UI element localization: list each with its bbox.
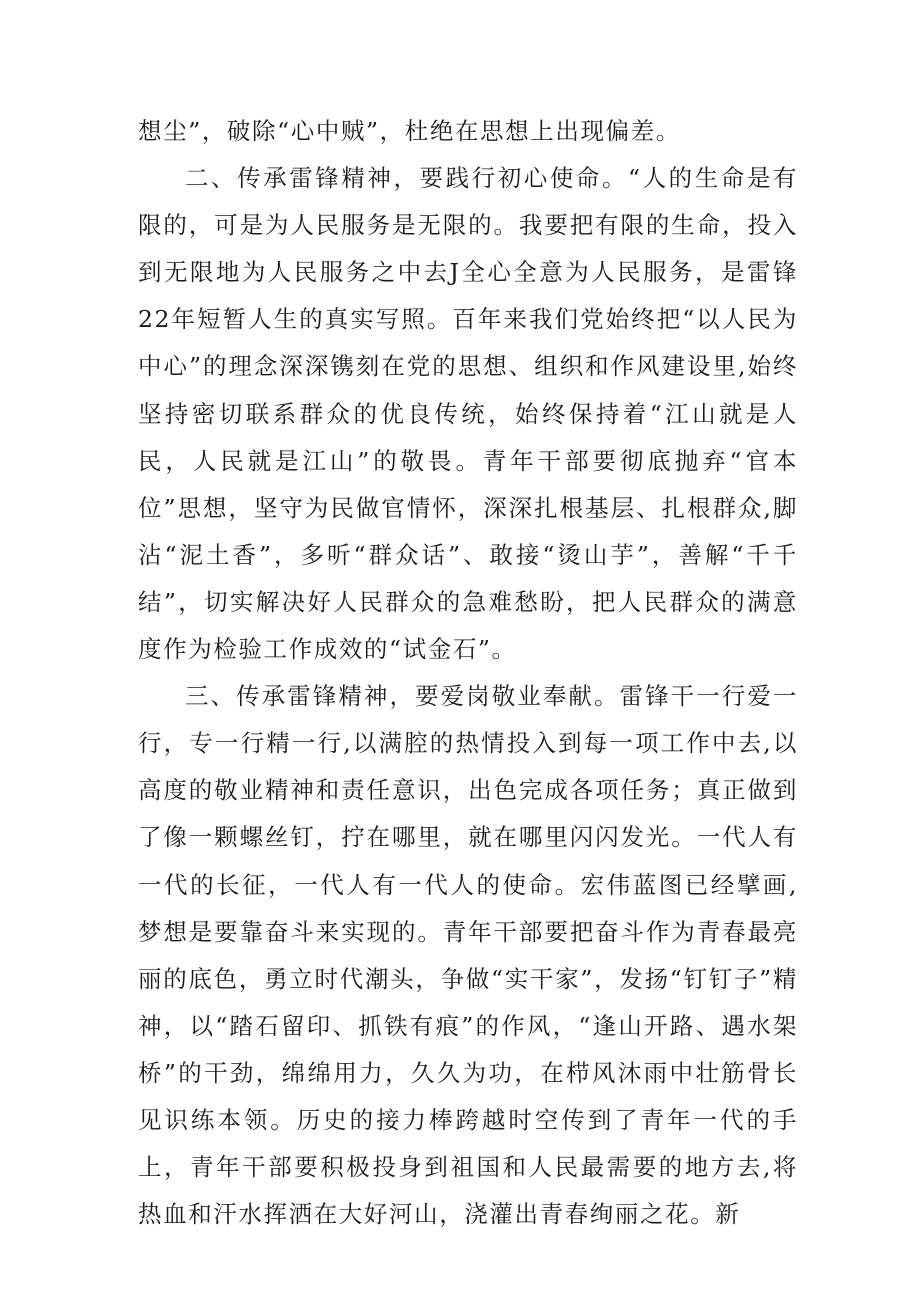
paragraph-section-three: 三、传承雷锋精神，要爱岗敬业奉献。雷锋干一行爱一行，专一行精一行,以满腔的热情投入到每一项工作中去,以高度的敬业精神和责任意识，出色完成各项任务；真正做到了像一颗螺丝钉，拧在哪里，就在哪里闪闪发光。一代人有一代的长征，一代人有一代人的使命。宏伟蓝图已经擘画,梦想是要靠奋斗来实现的。青年干部要把奋斗作为青春最亮丽的底色，勇立时代潮头，争做“实干家”，发扬“钉钉子”精神，以“踏石留印、抓铁有痕”的作风，“逢山开路、遇水架桥”的干劲，绵绵用力，久久为功，在栉风沐雨中壮筋骨长见识练本领。历史的接力棒跨越时空传到了青年一代的手上，青年干部要积极投身到祖国和人民最需要的地方去,将热血和汗水挥洒在大好河山，浇灌出青春绚丽之花。新 — [138, 682, 798, 1229]
document-body — [138, 108, 798, 1238]
paragraph-section-two: 二、传承雷锋精神，要践行初心使命。“人的生命是有限的，可是为人民服务是无限的。我要把有限的生命，投入到无限地为人民服务之中去J全心全意为人民服务，是雷锋22年短暂人生的真实写照。百年来我们党始终把“以人民为中心”的理念深深镌刻在党的思想、组织和作风建设里,始终坚持密切联系群众的优良传统，始终保持着“江山就是人民，人民就是江山”的敬畏。青年干部要彻底抛弃“官本位”思想，坚守为民做官情怀，深深扎根基层、扎根群众,脚沾“泥土香”，多听“群众话”、敢接“烫山芋”，善解“千千结”，切实解决好人民群众的急难愁盼，把人民群众的满意度作为检验工作成效的“试金石”。 — [138, 164, 798, 664]
paragraph-continued-from-previous-page: 想尘”，破除“心中贼”，杜绝在思想上出现偏差。 — [138, 117, 681, 145]
